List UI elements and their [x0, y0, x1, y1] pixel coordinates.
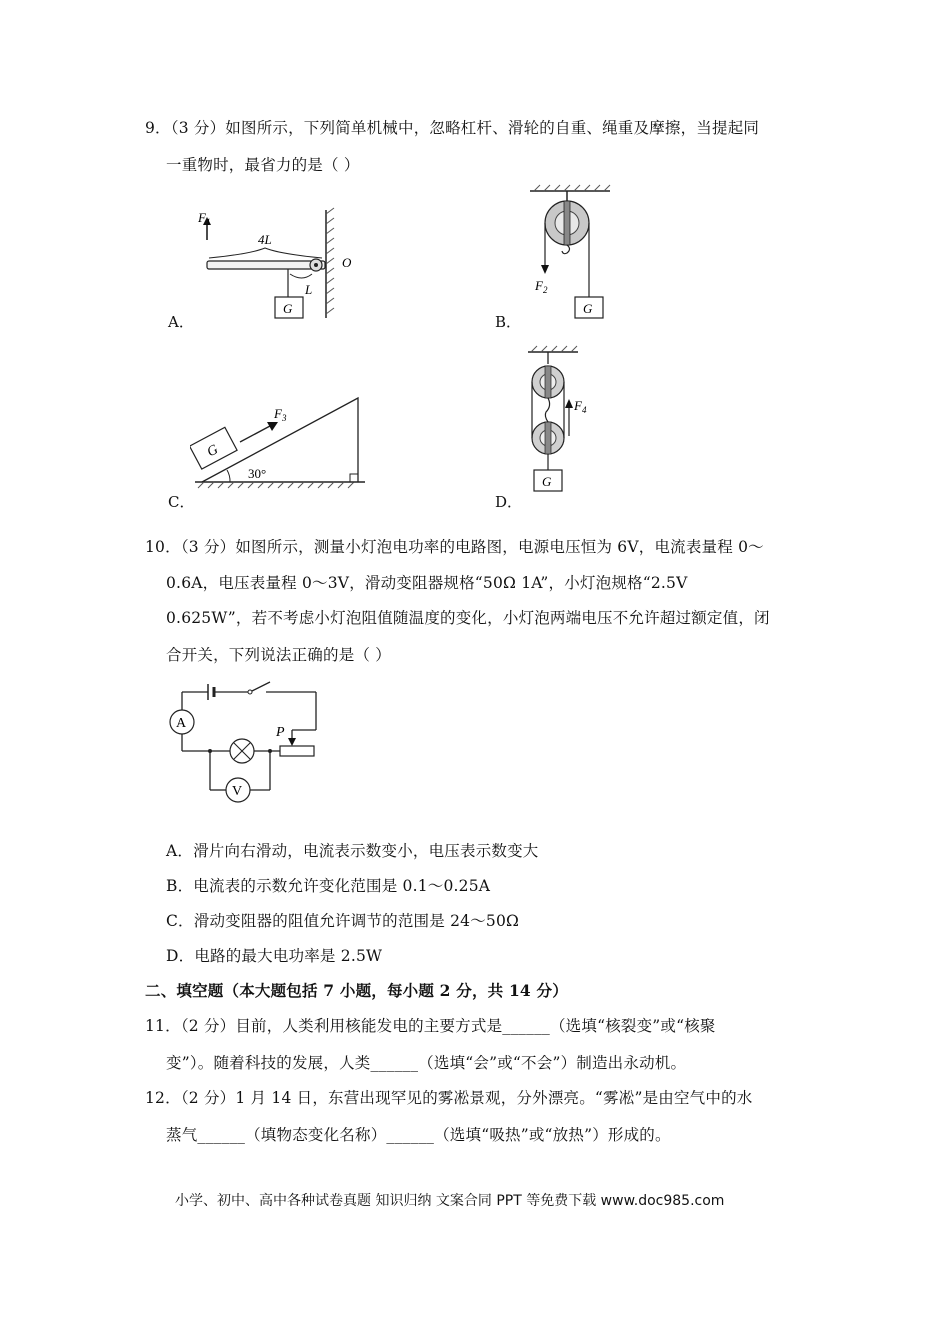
- q12-line-1: 12．（2 分）1 月 14 日，东营出现罕见的雾凇景观，分外漂亮。“雾凇”是由空气中的水: [145, 1089, 753, 1107]
- f3-label: $F_3$: [274, 406, 287, 423]
- q10-choice-b: B．电流表的示数允许变化范围是 0.1～0.25A: [166, 877, 491, 895]
- fixed-pulley-figure: [520, 183, 620, 323]
- weight-label: G: [283, 301, 293, 316]
- slider-label: P: [276, 725, 285, 740]
- weight-label: G: [583, 301, 593, 316]
- section-2-title: 二、填空题（本大题包括 7 小题，每小题 2 分，共 14 分）: [145, 981, 568, 1000]
- q10-line-4: 合开关，下列说法正确的是（ ）: [166, 646, 391, 664]
- rheostat: [280, 746, 314, 756]
- q11-line-1: 11．（2 分）目前，人类利用核能发电的主要方式是______（选填“核裂变”或“核聚: [145, 1017, 716, 1035]
- option-b-label: B．: [495, 313, 522, 331]
- q9-line-1: 9．（3 分）如图所示，下列简单机械中，忽略杠杆、滑轮的自重、绳重及摩擦，当提起同: [145, 119, 760, 137]
- arm-short-label: L: [305, 282, 313, 297]
- arm-long-label: 4L: [258, 232, 272, 247]
- q10-line-2: 0.6A，电压表量程 0～3V，滑动变阻器规格“50Ω 1A”，小灯泡规格“2.5V: [166, 574, 688, 592]
- f1-label: $F_1$: [198, 210, 211, 227]
- q10-line-3: 0.625W”，若不考虑小灯泡阻值随温度的变化，小灯泡两端电压不允许超过额定值，闭: [166, 609, 770, 627]
- f4-label: $F_4$: [574, 398, 587, 415]
- option-d-label: D．: [495, 493, 523, 511]
- weight-label: G: [204, 442, 221, 461]
- option-c-label: C．: [168, 493, 195, 511]
- f2-label: $F_2$: [535, 278, 548, 295]
- q12-line-2: 蒸气______（填物态变化名称）______（选填“吸热”或“放热”）形成的。: [166, 1126, 671, 1144]
- lever-figure: [190, 200, 370, 325]
- pivot-label: O: [342, 255, 352, 270]
- pulley-block-figure: [518, 344, 618, 496]
- q10-choice-c: C．滑动变阻器的阻值允许调节的范围是 24～50Ω: [166, 912, 520, 930]
- lever-bar: [207, 261, 325, 269]
- q10-line-1: 10．（3 分）如图所示，测量小灯泡电功率的电路图，电源电压恒为 6V，电流表量程 0～: [145, 538, 764, 556]
- q10-choice-d: D．电路的最大电功率是 2.5W: [166, 947, 383, 965]
- circuit-diagram: [160, 678, 340, 806]
- footer-text: 小学、初中、高中各种试卷真题 知识归纳 文案合同 PPT 等免费下载 www.doc985.com: [175, 1193, 725, 1209]
- voltmeter-label: V: [232, 784, 243, 799]
- ammeter-label: A: [176, 716, 187, 731]
- q9-line-2: 一重物时，最省力的是（ ）: [166, 156, 360, 174]
- incline-figure: [190, 390, 370, 495]
- weight-label: G: [542, 474, 552, 489]
- angle-label: 30°: [248, 466, 267, 481]
- option-a-label: A．: [168, 313, 194, 331]
- q11-line-2: 变”）。随着科技的发展，人类______（选填“会”或“不会”）制造出永动机。: [166, 1054, 687, 1072]
- q10-choice-a: A．滑片向右滑动，电流表示数变小，电压表示数变大: [166, 842, 539, 860]
- switch: [248, 690, 252, 694]
